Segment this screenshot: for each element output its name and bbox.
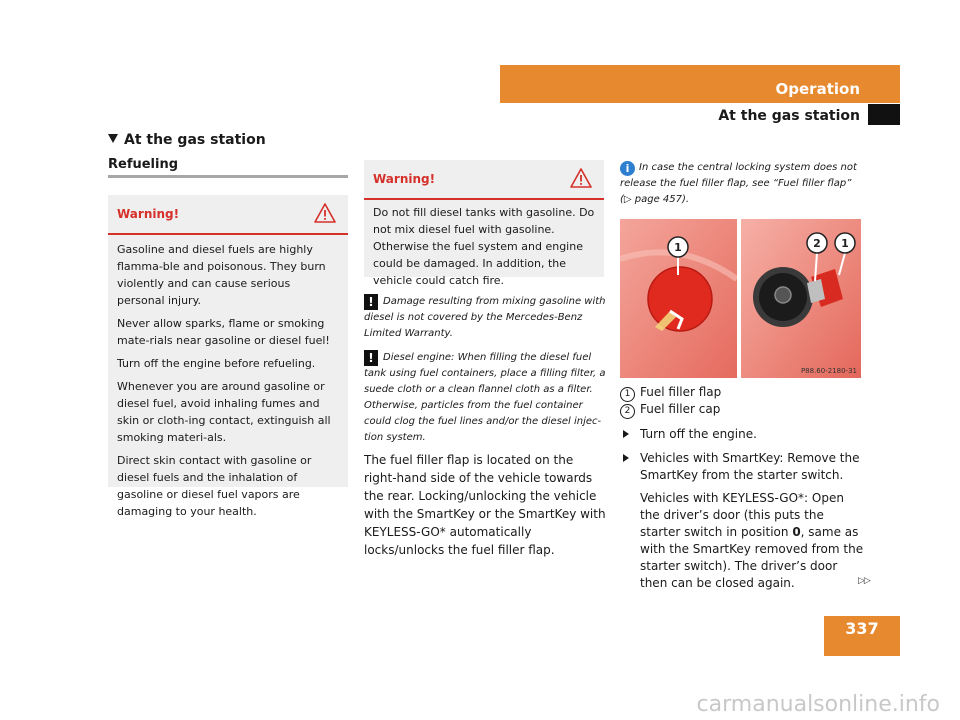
legend-label: Fuel filler cap <box>640 402 721 416</box>
image-marker: 1 <box>841 237 849 250</box>
note-text: Diesel engine: When filling the diesel fuel tank using fuel containers, place a filling filter, a suede cloth or a clean flannel cloth as a filter. Otherwise, particles from the fuel container could clog the fuel lines and/or the diesel injec-tion system. <box>364 352 606 443</box>
step-text: , same as with the SmartKey removed from the starter switch). The driver’s door then can be closed again. <box>640 525 864 590</box>
section-title: Operation <box>775 80 860 98</box>
exclamation-icon: ! <box>364 294 378 310</box>
fuel-flap-closed-image <box>620 219 737 378</box>
info-icon: i <box>620 161 635 176</box>
warning-box-main <box>108 195 348 518</box>
page-title <box>108 132 266 148</box>
warning-paragraph: Never allow sparks, flame or smoking mate-rials near gasoline or diesel fuel! <box>117 317 330 347</box>
image-code: P88.60-2180-31 <box>800 367 857 375</box>
step-text: Vehicles with KEYLESS-GO*: Open the driver’s door (this puts the starter switch in position <box>640 491 844 539</box>
step-item <box>620 426 865 443</box>
warning-paragraph: Whenever you are around gasoline or diesel fuel, avoid inhaling fumes and skin or cloth-ing contact, extinguish all smoking materi-als. <box>117 380 331 444</box>
continued-icon: ▷▷ <box>858 576 870 586</box>
step-text: Vehicles with SmartKey: Remove the SmartKey from the starter switch. <box>640 451 860 482</box>
warning-box-diesel <box>364 160 604 287</box>
warning-triangle-icon <box>314 203 336 223</box>
fuel-flap-open-image <box>741 219 861 378</box>
legend-number: 1 <box>620 387 635 402</box>
info-note <box>620 160 865 208</box>
note-mixing <box>364 294 606 342</box>
warning-text: Do not fill diesel tanks with gasoline. Do not mix diesel fuel with gasoline. Otherwise the fuel system and engine could be damaged. In addition, the vehicle could catch fire. <box>373 206 595 287</box>
warning-header <box>108 195 348 235</box>
warning-header <box>364 160 604 200</box>
warning-paragraph: Gasoline and diesel fuels are highly flamma-ble and poisonous. They burn violently and can cause serious personal injury. <box>117 243 326 307</box>
exclamation-icon: ! <box>364 350 378 366</box>
legend-item <box>620 384 860 402</box>
subheading: Refueling <box>108 157 179 172</box>
image-marker: 1 <box>674 241 682 254</box>
step-item <box>620 450 865 484</box>
step-arrow-icon <box>623 430 629 438</box>
warning-label: Warning! <box>117 207 180 221</box>
legend-item <box>620 401 860 419</box>
warning-paragraph: Direct skin contact with gasoline or diesel fuels and the inhalation of gasoline or diesel fuel vapors are damaging to your health. <box>117 454 312 518</box>
image-marker: 2 <box>813 237 821 250</box>
header-marker <box>868 104 900 125</box>
legend-label: Fuel filler flap <box>640 385 722 399</box>
note-diesel-engine <box>364 350 606 446</box>
subsection-title: At the gas station <box>718 108 860 124</box>
warning-triangle-icon <box>570 168 592 188</box>
page-number: 337 <box>824 616 900 656</box>
legend-number: 2 <box>620 404 635 419</box>
step-continuation <box>620 490 865 592</box>
page-title-text: At the gas station <box>124 132 266 148</box>
watermark: carmanualsonline.info <box>696 692 940 717</box>
step-arrow-icon <box>623 454 629 462</box>
triangle-down-icon <box>108 134 118 143</box>
note-text: In case the central locking system does not release the fuel filler flap, see “Fuel filler flap” (▷ page 457). <box>620 162 857 205</box>
body-paragraph: The fuel filler flap is located on the right-hand side of the vehicle towards the rear. Locking/unlocking the vehicle with the SmartKey or the SmartKey with KEYLESS-GO* automatically locks/unlocks the fuel filler flap. <box>364 453 606 557</box>
warning-label: Warning! <box>373 172 436 186</box>
note-text: Damage resulting from mixing gasoline with diesel is not covered by the Mercedes-Benz Limited Warranty. <box>364 296 606 339</box>
warning-paragraph: Turn off the engine before refueling. <box>117 357 316 370</box>
step-text: Turn off the engine. <box>640 427 757 441</box>
divider <box>108 175 348 178</box>
switch-position: 0 <box>792 525 801 539</box>
